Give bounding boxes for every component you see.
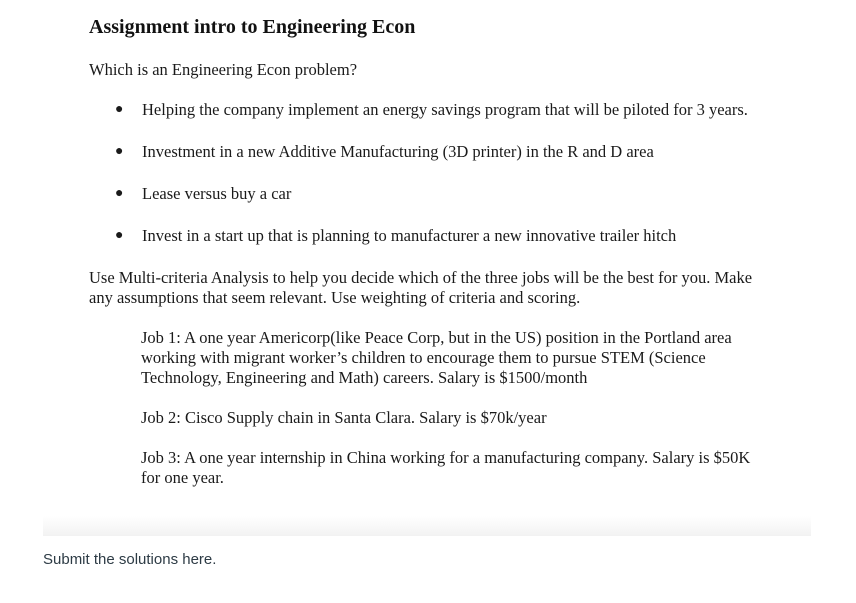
list-item: ● Invest in a start up that is planning to manufacturer a new innovative trailer hitch [115, 226, 677, 245]
bullet-icon: ● [115, 186, 124, 201]
submit-solutions-text: Submit the solutions here. [43, 551, 217, 568]
assignment-title: Assignment intro to Engineering Econ [89, 16, 416, 38]
assignment-document [89, 14, 769, 508]
list-item: ● Lease versus buy a car [115, 184, 292, 203]
job-2-description: Job 2: Cisco Supply chain in Santa Clara. Salary is $70k/year [141, 408, 547, 427]
job-3-description: Job 3: A one year internship in China working for a manufacturing company. Salary is $50K for one year. [141, 448, 751, 487]
list-item: ● Investment in a new Additive Manufacturing (3D printer) in the R and D area [115, 142, 654, 161]
job-1-description: Job 1: A one year Americorp(like Peace Corp, but in the US) position in the Portland area working with migrant worker’s children to encourage them to pursue STEM (Science Technology, Engineering and Math) careers. Salary is $1500/month [141, 328, 732, 387]
content-fade-divider [43, 516, 811, 536]
options-list [89, 100, 769, 246]
question-text: Which is an Engineering Econ problem? [89, 60, 358, 79]
list-item: ● Helping the company implement an energy savings program that will be piloted for 3 years. [115, 100, 748, 119]
bullet-icon: ● [115, 228, 124, 243]
instructions-paragraph: Use Multi-criteria Analysis to help you decide which of the three jobs will be the best for you. Make any assumptions that seem relevant. Use weighting of criteria and scoring. [89, 268, 753, 307]
bullet-icon: ● [115, 102, 124, 117]
bullet-icon: ● [115, 144, 124, 159]
